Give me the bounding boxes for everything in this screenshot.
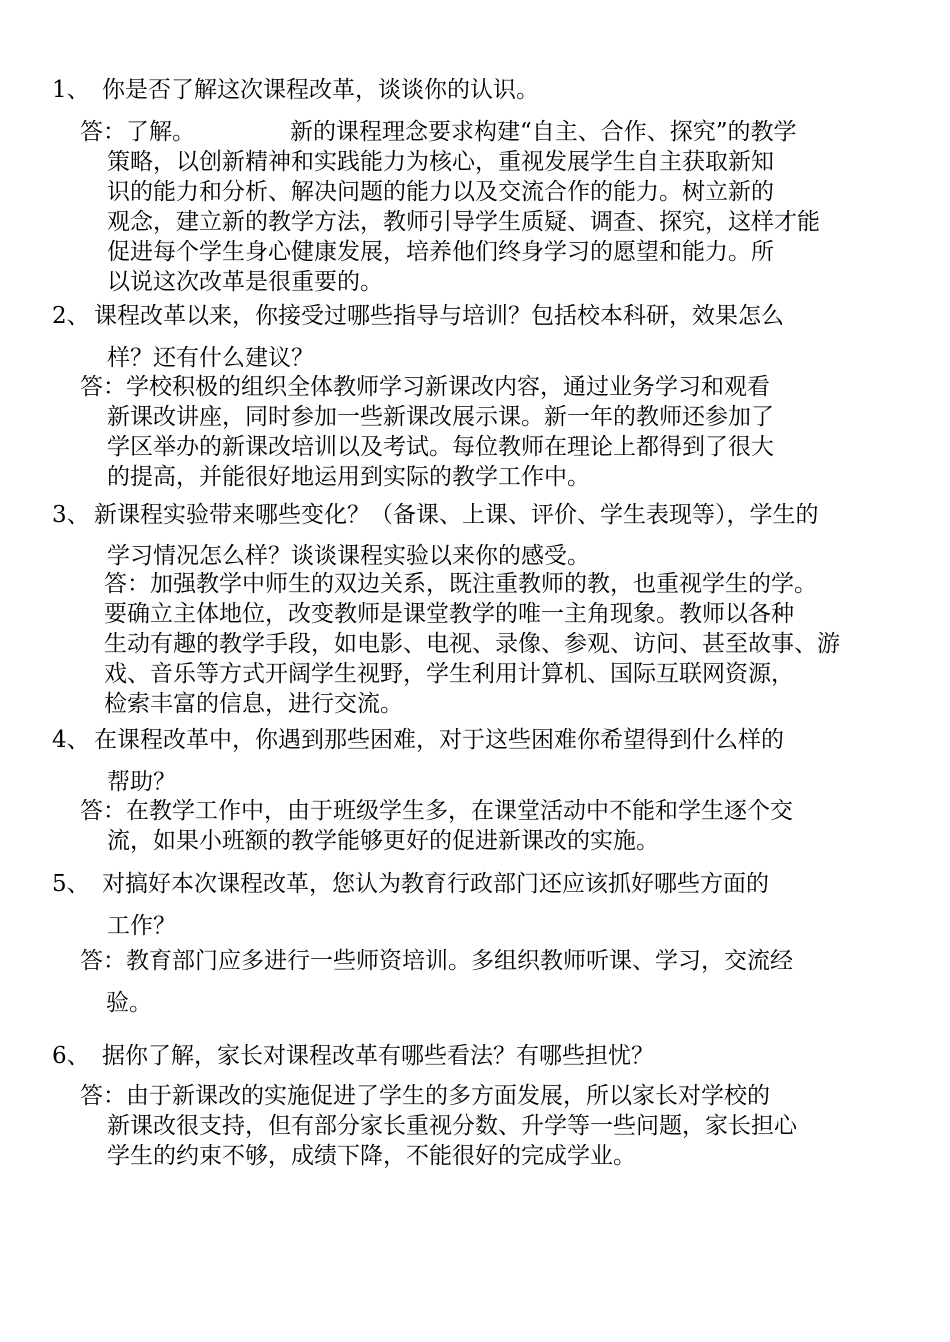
question-5-continued: 工作？ (107, 913, 176, 939)
answer-line: 答：由于新课改的实施促进了学生的多方面发展，所以家长对学校的 (80, 1083, 770, 1109)
answer-line: 答：教育部门应多进行一些师资培训。多组织教师听课、学习，交流经 (80, 948, 793, 974)
answer-3 (104, 569, 924, 719)
answer-line: 促进每个学生身心健康发展，培养他们终身学习的愿望和能力。所 (107, 239, 774, 265)
question-2-continued: 样？还有什么建议？ (107, 345, 314, 371)
answer-line: 戏、音乐等方式开阔学生视野，学生利用计算机、国际互联网资源， (104, 661, 794, 687)
question-4 (52, 722, 900, 758)
question-3-continued: 学习情况怎么样？谈谈课程实验以来你的感受。 (107, 543, 590, 569)
answer-line: 流，如果小班额的教学能够更好的促进新课改的实施。 (107, 828, 659, 854)
question-text: 对搞好本次课程改革，您认为教育行政部门还应该抓好哪些方面的 (102, 871, 769, 897)
question-text: 你是否了解这次课程改革，谈谈你的认识。 (102, 77, 539, 103)
answer-line: 识的能力和分析、解决问题的能力以及交流合作的能力。树立新的 (107, 179, 774, 205)
answer-line: 的提高，并能很好地运用到实际的教学工作中。 (107, 464, 590, 490)
answer-line: 策略，以创新精神和实践能力为核心，重视发展学生自主获取新知 (107, 149, 774, 175)
answer-line: 学区举办的新课改培训以及考试。每位教师在理论上都得到了很大 (107, 434, 774, 460)
answer-line: 新课改讲座，同时参加一些新课改展示课。新一年的教师还参加了 (107, 404, 774, 430)
answer-line: 生动有趣的教学手段，如电影、电视、录像、参观、访问、甚至故事、游 (104, 631, 840, 657)
question-1 (52, 72, 900, 108)
question-number: 2、 (52, 303, 90, 329)
answer-6 (80, 1081, 900, 1171)
answer-line: 答：加强教学中师生的双边关系，既注重教师的教，也重视学生的学。 (104, 571, 817, 597)
question-3 (52, 497, 900, 533)
answer-1 (80, 117, 900, 297)
question-2 (52, 298, 900, 334)
question-number: 3、 (52, 502, 90, 528)
question-5 (52, 866, 900, 902)
answer-line: 要确立主体地位，改变教师是课堂教学的唯一主角现象。教师以各种 (104, 601, 794, 627)
answer-line: 检索丰富的信息，进行交流。 (104, 691, 403, 717)
answer-4 (80, 796, 900, 856)
question-text: 新课程实验带来哪些变化？（备课、上课、评价、学生表现等），学生的 (94, 502, 819, 528)
answer-line: 观念，建立新的教学方法，教师引导学生质疑、调查、探究，这样才能 (107, 209, 820, 235)
answer-2 (80, 372, 900, 492)
answer-line: 学生的约束不够，成绩下降，不能很好的完成学业。 (107, 1143, 636, 1169)
answer-line: 答：学校积极的组织全体教师学习新课改内容，通过业务学习和观看 (80, 374, 770, 400)
question-number: 1、 (52, 77, 90, 103)
answer-line: 新课改很支持，但有部分家长重视分数、升学等一些问题，家长担心 (107, 1113, 797, 1139)
question-number: 5、 (52, 871, 90, 897)
question-text: 在课程改革中，你遇到那些困难，对于这些困难你希望得到什么样的 (94, 727, 784, 753)
question-number: 6、 (52, 1043, 90, 1069)
question-4-continued: 帮助？ (107, 769, 176, 795)
question-text: 课程改革以来，你接受过哪些指导与培训？包括校本科研，效果怎么 (94, 303, 784, 329)
question-text: 据你了解，家长对课程改革有哪些看法？有哪些担忧？ (102, 1043, 654, 1069)
question-number: 4、 (52, 727, 90, 753)
answer-line: 验。 (106, 990, 152, 1016)
answer-line: 答：在教学工作中，由于班级学生多，在课堂活动中不能和学生逐个交 (80, 798, 793, 824)
question-6 (52, 1038, 900, 1074)
answer-5 (80, 940, 900, 1024)
answer-line: 新的课程理念要求构建“自主、合作、探究”的教学 (290, 119, 797, 145)
answer-line: 以说这次改革是很重要的。 (107, 269, 383, 295)
answer-line: 答：了解。 (80, 119, 195, 145)
